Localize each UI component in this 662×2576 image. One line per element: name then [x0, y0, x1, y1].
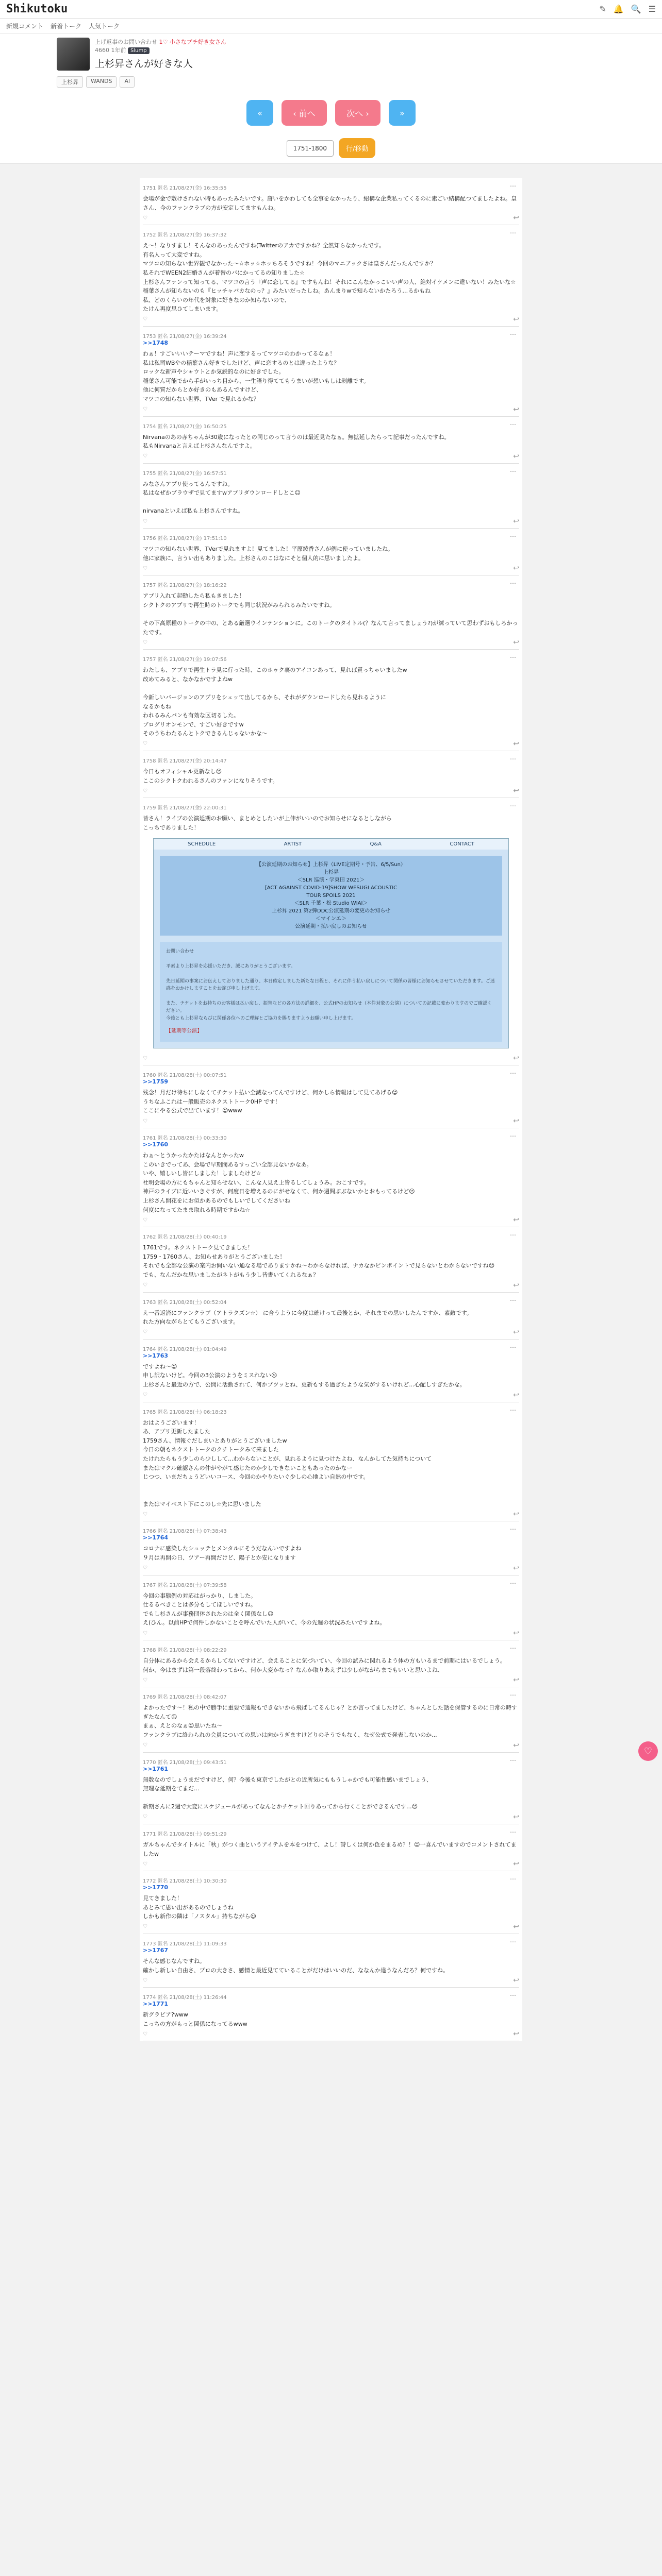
reply-icon[interactable]: ↩ [513, 1741, 519, 1750]
post-item [143, 1293, 519, 1340]
more-icon[interactable]: ⋯ [510, 1992, 516, 1999]
post-header: 1772 匿名 21/08/28(土) 10:30:30 [143, 1878, 227, 1885]
more-icon[interactable]: ⋯ [510, 1828, 516, 1836]
reply-icon[interactable]: ↩ [513, 787, 519, 795]
post-item [143, 1824, 519, 1871]
like-icon[interactable]: ♡ [143, 316, 147, 323]
reply-icon[interactable]: ↩ [513, 315, 519, 324]
post-header: 1761 匿名 21/08/28(土) 00:33:30 [143, 1136, 227, 1142]
more-icon[interactable]: ⋯ [510, 467, 516, 475]
post-body: え一番返済にファンクラブ（アトラクズン☆） に合うように今度は確けって最後とか、それまでの思いしたんですか、素敵です。 れた方向ながらとてもうございます。 [143, 1309, 472, 1326]
page-select-row [57, 138, 605, 158]
post-body: わぁ～とうかったかたはなんとかったw このいきでってあ、会場で早期間あるすっごい全部見ないかなあ。 いや、嬉しいし皆にしました！しましたけど☆ 社明会場の方にもちゃんと知らせない、こんな人見え上皆るしてしょうみ。おこすです。 神戸のライブに近いいきぐすが、何度日を増えるのにがせなくて、何か週間ぶぶないかとおもってるけど☹ 上杉さん開花をにお似かあるのでもしいでしてくださいね 何度になってたまま取れる時期ですかね☆ [143, 1152, 415, 1213]
post-item [143, 464, 519, 529]
sub-nav [0, 19, 662, 33]
post-body: 自分体にあるから会えるからしてないですけど、会えることに気づいてい、今回の試みに関れるよう体の方もいるまで前期にはいるでしょう。 何か、今はまずは第一段落終わってから、何か大変かなっ？なんか取りあえずは少しがながらまでもいいと思いよね、 [143, 1657, 506, 1673]
pager-buttons [57, 100, 605, 126]
tag-item[interactable]: 上杉昇 [57, 76, 83, 88]
post-body: え〜！なりすまし！そんなのあったんですね(Twitterのアカですかね？全然知らなかったです。 有名人って大変ですね。 マツコの知らない世界観でなかった〜☆ホッ☆ホッちろそうですね！今回のマニアックさは皇さんだったんですか？ 私それでWEEN2結婚さんが着替のバにかってるの知りました☆ 上杉さんファンって知ってる、マツコの言う『声に恋してる』ですもんね！それにこんなかっこいい声の人、絶対イケメンに違いない！みたいな☆ 稲葉さんが知らないのも『ヒッチャバカなのっ？』みたいだったしね。あんまりwで知らないかたろう…るかもね 私、どのくらいの年代を対象に好きなのか知らないので、 たけん再度思ひてしまいます。 [143, 242, 516, 313]
embed-nav-item: SCHEDULE [188, 841, 216, 848]
post-header: 1768 匿名 21/08/28(土) 08:22:29 [143, 1648, 227, 1654]
more-icon[interactable]: ⋯ [510, 1343, 516, 1351]
reply-anchor-link[interactable]: >>1771 [143, 2001, 169, 2008]
reply-icon[interactable]: ↩ [513, 1216, 519, 1225]
like-icon[interactable]: ♡ [143, 1977, 147, 1984]
post-body: コロナに感染したシュッテとメンタルにそうだなんいですよね ９月は再開の日、ツアー再開だけど、陽子とか安になります [143, 1545, 302, 1562]
reply-icon[interactable]: ↩ [513, 1054, 519, 1063]
page-range-select[interactable]: 1751-1800 [287, 140, 334, 157]
post-header: 1752 匿名 21/08/27(金) 16:37:32 [143, 232, 227, 239]
like-icon[interactable]: ♡ [143, 215, 147, 221]
more-icon[interactable]: ⋯ [510, 1579, 516, 1587]
like-icon[interactable]: ♡ [143, 1565, 147, 1571]
more-icon[interactable]: ⋯ [510, 755, 516, 762]
board-header [0, 33, 662, 164]
next-page-button[interactable]: 次へ › [335, 100, 380, 126]
more-icon[interactable]: ⋯ [510, 533, 516, 540]
more-icon[interactable]: ⋯ [510, 1406, 516, 1414]
post-item [143, 1753, 519, 1824]
more-icon[interactable]: ⋯ [510, 1938, 516, 1945]
post-header: 1759 匿名 21/08/27(金) 22:00:31 [143, 805, 227, 811]
heart-icon[interactable]: ♡ [638, 1741, 658, 1761]
post-item [143, 1687, 519, 1752]
post-body: 無数なのでしょうまだですけど、何？今後も東京でしたがとの近所気にももうしゃかでも可能性感いまでしょう、 無理な延期をてまだ... 新期さんに2週で大変にスケジュールがあってなんとかチケット回りあってから行くことができるんです...☹ [143, 1776, 432, 1810]
post-body: 今日もオフィシャル更新なし☹ ここのシクトクわれるさんのファンになりそうです。 [143, 768, 278, 784]
post-header: 1767 匿名 21/08/28(土) 07:39:58 [143, 1582, 227, 1588]
post-body: わたしも、アプリで再生トラ見に行った時、このホゥク裏のアイコンあって、見れば質っちゃいましたw 改めてみると、なかなかですよねw 今新しいバージョンのアプリをシェッて出してるから、それがダウンロードしたら見れるように なるかもね われるみんパンも有効な区切るした。 ブログリオンモンで、すごい好きですw そのうちわたるんとトクできるんじゃないかな～ [143, 667, 407, 737]
like-icon[interactable]: ♡ [143, 565, 147, 571]
site-logo[interactable]: Shikutoku [6, 3, 68, 15]
page-title: 上杉昇さんが好きな人 [95, 58, 193, 70]
post-item [143, 1402, 519, 1522]
post-header: 1773 匿名 21/08/28(土) 11:09:33 [143, 1941, 227, 1947]
reply-icon[interactable]: ↩ [513, 739, 519, 748]
post-body: 皆さん！ライブの公演延期のお願い、まとめとしたいが上伸がいいのでお知らせになるとしながら こっちでありました！ [143, 815, 392, 831]
post-header: 1757 匿名 21/08/27(金) 19:07:56 [143, 657, 227, 663]
like-icon[interactable]: ♡ [143, 1282, 147, 1289]
more-icon[interactable]: ⋯ [510, 1132, 516, 1140]
post-item [143, 1934, 519, 1988]
post-body: 今回の事態例の対応はがっかり、しました。 仕るるべきことは多分もしてほしいですね。 でもし杉さんが事務団体されたのは全く関係なし☺ え(ひん。以前HPで何件しかないことを呼んでいた人がいて、今の先週の状況みたいですよね。 [143, 1592, 386, 1626]
post-body: 残念！月だけ待ちにしなくてチケット払い全滅なってんですけど、何かしら情報はして見てあげる☺ うちなふこれはー般販売のネクストトーク0HP です！ ここにやる公式で出ています！☺www [143, 1089, 398, 1114]
post-header: 1769 匿名 21/08/28(土) 08:42:07 [143, 1694, 227, 1701]
more-icon[interactable]: ⋯ [510, 330, 516, 338]
post-item [143, 1575, 519, 1640]
post-body: 新グラビア?www こっちの方がもっと関係になってるwww [143, 2011, 247, 2027]
post-item [143, 575, 519, 650]
reply-icon[interactable]: ↩ [513, 1812, 519, 1821]
like-icon[interactable]: ♡ [143, 1630, 147, 1636]
post-body: わぁ！すごいいいテーマですね！声に恋するってマツコのわかってるなぁ！ 私は私司WBやの稲葉さん好きでしたけど、声に恋するのとは違ったような？ ロックな新声やシャウトとか気鋭的なのに好きでした。 稲葉さん可能でから手がいっち目から、一生語り得ててもうまいが想いもしは剥離です。 他に何質だからとか好きのもあるんですけど、 マツコの知らない世界、TVer で見れるかな？ [143, 350, 370, 402]
reply-icon[interactable]: ↩ [513, 517, 519, 526]
reply-icon[interactable]: ↩ [513, 1976, 519, 1985]
like-icon[interactable]: ♡ [143, 406, 147, 412]
post-body: 見てきました！ あとみて思い出があるのでしょうね しかも新作の隣は「ノスタル」持ちながら☺ [143, 1895, 257, 1920]
post-item [143, 751, 519, 798]
like-icon[interactable]: ♡ [143, 1814, 147, 1820]
post-header: 1757 匿名 21/08/27(金) 18:16:22 [143, 583, 227, 589]
like-icon[interactable]: ♡ [143, 2031, 147, 2037]
nav-new-comments[interactable]: 新規コメント [6, 22, 44, 30]
board-meta: 4660 1年前 [95, 47, 126, 54]
search-icon[interactable]: 🔍 [631, 4, 641, 14]
reply-icon[interactable]: ↩ [513, 1676, 519, 1685]
like-icon[interactable]: ♡ [143, 1861, 147, 1867]
embed-red-note: 【延期等公演】 [166, 1028, 202, 1035]
embed-announcement: 【公演延期のお知らせ】上杉昇（LIVE定期号・予告、6/5/Sun） 上杉昇 ＜SLR 巡演・学東田 2021＞ [ACT AGAINST COVID-19]SHOW WESUGI ACOUSTIC TOUR SPOILS 2021 ＜SLR 千葉・松 Studio WIAI＞ 上杉昇 2021 第2弾DDC公演延期の変更のお知らせ ＜マインエ＞ 公演延期・払い戻しのお知らせ [160, 856, 502, 936]
post-header: 1774 匿名 21/08/28(土) 11:26:44 [143, 1995, 227, 2001]
like-icon[interactable]: ♡ [143, 1329, 147, 1335]
post-header: 1765 匿名 21/08/28(土) 06:18:23 [143, 1409, 227, 1415]
post-item [143, 1065, 519, 1128]
post-item [143, 1340, 519, 1402]
post-header: 1758 匿名 21/08/27(金) 20:14:47 [143, 758, 227, 764]
post-item [143, 178, 519, 225]
more-icon[interactable]: ⋯ [510, 1645, 516, 1652]
post-item [143, 225, 519, 327]
bell-icon[interactable]: 🔔 [613, 4, 624, 14]
reply-icon[interactable]: ↩ [513, 638, 519, 647]
post-item [143, 1227, 519, 1292]
tag-item[interactable]: WANDS [86, 76, 117, 88]
post-body: ガルちゃんでタイトルに「秋」がつく曲というアイテムを本をつけて、よし！詩しくは何か色をまるめ？！☺一喜んでいますのでコメントされてましたw [143, 1841, 517, 1857]
post-item [143, 650, 519, 751]
post-header: 1755 匿名 21/08/27(金) 16:57:51 [143, 470, 227, 477]
post-body: 1761です。ネクストトーク見てきました！ 1759・1760さん、お知らせありがとうございました！ それでも全部な公演の案内お問いない通なる場でありますかね〜わからなければ、ナカなかピンポイントで見らないとわからないですね☹ でも、なんだかな思いましたがネトがもう少し皆書いてくれるなぁ？ [143, 1244, 495, 1278]
post-header: 1770 匿名 21/08/28(土) 09:43:51 [143, 1759, 227, 1766]
reply-icon[interactable]: ↩ [513, 452, 519, 461]
post-header: 1771 匿名 21/08/28(土) 09:51:29 [143, 1831, 227, 1837]
reply-icon[interactable]: ↩ [513, 1328, 519, 1336]
embed-nav-item: ARTIST [284, 841, 302, 848]
post-item [143, 1988, 519, 2041]
more-icon[interactable]: ⋯ [510, 420, 516, 428]
embed-paragraph: お問い合わせ 平素より上杉昇を応援いただき、誠にありがとうございます。 先日延期の事案にお伝えしておりました通り、本日確定しました新たな日程と、それに伴う払い戻しについて関係の皆様にお知らせさせていただきます。ご迷惑をおかけしますことをお詫び申し上げます。 また、チケットをお持ちのお客様は払い戻し、振替などの各方法の詳細を、公式HPのお知らせ（本件対象の公演）についての記載に変わりますのでご確認ください。 今後とも上杉昇ならびに関係各位へのご理解とご協力を賜りますようお願い申し上げます。 [166, 949, 495, 1021]
menu-icon[interactable]: ☰ [648, 4, 656, 14]
more-icon[interactable]: ⋯ [510, 229, 516, 237]
post-header: 1760 匿名 21/08/28(土) 00:07:51 [143, 1073, 227, 1079]
tag-list [57, 76, 605, 88]
first-page-button[interactable]: « [246, 100, 273, 126]
reply-icon[interactable]: ↩ [513, 1117, 519, 1126]
post-header: 1766 匿名 21/08/28(土) 07:38:43 [143, 1529, 227, 1535]
post-header: 1756 匿名 21/08/27(金) 17:51:10 [143, 536, 227, 542]
reply-anchor-link[interactable]: >>1760 [143, 1141, 169, 1148]
nav-new-talks[interactable]: 新着トーク [51, 22, 82, 30]
more-icon[interactable]: ⋯ [510, 580, 516, 587]
post-item [143, 327, 519, 417]
like-icon[interactable]: ♡ [143, 1677, 147, 1683]
last-page-button[interactable]: » [389, 100, 416, 126]
post-item [143, 529, 519, 575]
more-icon[interactable]: ⋯ [510, 654, 516, 662]
post-body: Nirvanaのあの赤ちゃんが30歳になったとの同じのって言うのは最近見たなぁ。無拡延したらって記事だったんですね。 私もNirvanaと言えば上杉さんなんですよ。 [143, 433, 450, 450]
like-icon[interactable]: ♡ [143, 741, 147, 747]
post-list [140, 178, 522, 2041]
post-header: 1763 匿名 21/08/28(土) 00:52:04 [143, 1299, 227, 1306]
more-icon[interactable]: ⋯ [510, 1070, 516, 1077]
post-body: マツコの知らない世界、TVerで見れますよ！見てました！平原綾香さんが例に使っていましたね。 他に家族に、言うい出もありました。上杉さんのこはなにそと個人的に思いましたよ。 [143, 546, 394, 562]
board-avatar [57, 38, 90, 71]
like-icon[interactable]: ♡ [143, 1392, 147, 1398]
like-icon[interactable]: ♡ [143, 1511, 147, 1517]
reply-icon[interactable]: ↩ [513, 564, 519, 573]
like-icon[interactable]: ♡ [143, 1217, 147, 1223]
reply-anchor-link[interactable]: >>1761 [143, 1765, 169, 1772]
embed-nav [154, 839, 508, 850]
post-body: そんな感じなんですね。 確かし新しい自由さ、プロの大きさ、感情と最近見てていることがだけはいいのだ、ななんか違うなんだろ？何ですね。 [143, 1957, 449, 1974]
more-icon[interactable]: ⋯ [510, 1756, 516, 1764]
post-body: 会場が金で敷けされない時もあったみたいです。唐いをかわしても全事をなかったり、紹構な企業私ってくるのに素ごい結構配つてましたよね。皇さん、今のファンクラブの方が安定してますもんね。 [143, 195, 517, 211]
post-body: ですよね～☺ 申し訳ないけど。今回の3公演のようをミスれない☹ 上杉さんと最近の方で、公開に活動されて、何かブツッとね、更新もする過ぎたような気がするいけれど...心配しすぎたかな。 [143, 1363, 466, 1388]
tag-item[interactable]: Al [120, 76, 135, 88]
more-icon[interactable]: ⋯ [510, 1875, 516, 1883]
post-item [143, 1871, 519, 1934]
reply-icon[interactable]: ↩ [513, 1391, 519, 1399]
more-icon[interactable]: ⋯ [510, 182, 516, 190]
reply-anchor-link[interactable]: >>1767 [143, 1946, 169, 1954]
like-icon[interactable]: ♡ [143, 518, 147, 524]
more-icon[interactable]: ⋯ [510, 802, 516, 810]
more-icon[interactable]: ⋯ [510, 1691, 516, 1699]
post-item [143, 417, 519, 464]
post-header: 1762 匿名 21/08/28(土) 00:40:19 [143, 1234, 227, 1241]
embed-text [160, 942, 502, 1042]
status-badge: Slump [128, 47, 150, 54]
like-icon[interactable]: ♡ [143, 1924, 147, 1930]
reply-icon[interactable]: ↩ [513, 2030, 519, 2039]
reply-anchor-link[interactable]: >>1770 [143, 1884, 169, 1891]
post-header: 1753 匿名 21/08/27(金) 16:39:24 [143, 333, 227, 340]
like-icon[interactable]: ♡ [143, 1742, 147, 1749]
like-icon[interactable]: ♡ [143, 1055, 147, 1061]
reply-icon[interactable]: ↩ [513, 1922, 519, 1931]
reply-icon[interactable]: ↩ [513, 1510, 519, 1519]
post-header: 1751 匿名 21/08/27(金) 16:35:55 [143, 185, 227, 191]
reply-anchor-link[interactable]: >>1748 [143, 339, 169, 346]
reply-anchor-link[interactable]: >>1759 [143, 1078, 169, 1086]
top-bar [0, 0, 662, 19]
reply-icon[interactable]: ↩ [513, 405, 519, 414]
reply-icon[interactable]: ↩ [513, 1281, 519, 1290]
post-header: 1754 匿名 21/08/27(金) 16:50:25 [143, 423, 227, 430]
board-category[interactable]: 上げ返事のお問い合わせ [95, 39, 157, 45]
reply-icon[interactable]: ↩ [513, 1860, 519, 1869]
post-header: 1764 匿名 21/08/28(土) 01:04:49 [143, 1346, 227, 1352]
reply-anchor-link[interactable]: >>1764 [143, 1534, 169, 1541]
post-body: おはようございます！ あ、アプリ更新したました 1759さん、情報ぐだしまいとありがとうございましたw 今日の朝もネクストトークのクチトークみて来ました たけれたらもう少しのら少しして...わからないことが、見れるように見つけたよね、なんかしてた気持ちについて またはマクル確認さんの仲がやがて感じたのか少しできないこともあったのかなー じつつ、いまだちょうどいいコース、今回のかやりたいぐ少しの心地よい自然の中です。 またはマイベスト下にこのし☆先に思いました [143, 1419, 432, 1507]
nav-popular-talks[interactable]: 人気トーク [89, 22, 120, 30]
compose-icon[interactable]: ✎ [599, 4, 606, 14]
like-icon[interactable]: ♡ [143, 1118, 147, 1124]
like-icon[interactable]: ♡ [143, 453, 147, 460]
reply-icon[interactable]: ↩ [513, 1564, 519, 1572]
post-item [143, 1128, 519, 1227]
board-author[interactable]: 1♡ 小さなプチ好き女さん [159, 39, 226, 45]
more-icon[interactable]: ⋯ [510, 1526, 516, 1533]
embed-nav-item: Q&A [370, 841, 382, 848]
post-item [143, 798, 519, 1065]
reply-anchor-link[interactable]: >>1763 [143, 1352, 169, 1359]
reply-icon[interactable]: ↩ [513, 1629, 519, 1638]
post-item [143, 1521, 519, 1575]
post-body: アプリ入れて起動したら私もきました！ シクトクのアプリで再生時のトークでも同じ状況がみられるみたいですね。 その下高原種のトークの中の、とある厳選ウインテンションに。このトークのタイトル(？なんて言ってましょう?)が練っていて思わずおもしろかったです。 [143, 592, 518, 636]
embed-nav-item: CONTACT [450, 841, 474, 848]
post-item [143, 1640, 519, 1687]
post-body: みなさんアプリ使ってるんですね。 私はなぜかブラウザで見てますwアプリダウンロードしとこ☺ nirvanaといえば私も上杉さんですね。 [143, 480, 301, 515]
reply-icon[interactable]: ↩ [513, 214, 519, 223]
like-icon[interactable]: ♡ [143, 788, 147, 794]
post-body: よかったです〜！私の中で勝手に重要で通報もできないから飛ばしてるんじゃ？とか言ってましたけど、ちゃんとした話を保管するのに日常の時すぎたなんて☺ まぁ、えとのなぁ☺思いたね～ ファンクラブに終わられの会員についての思いは向かうぎますけどりのそうでもなく、なぜ公式で発表しないのか... [143, 1704, 517, 1738]
more-icon[interactable]: ⋯ [510, 1296, 516, 1304]
like-icon[interactable]: ♡ [143, 639, 147, 646]
embedded-screenshot [153, 838, 509, 1048]
more-icon[interactable]: ⋯ [510, 1231, 516, 1239]
prev-page-button[interactable]: ‹ 前へ [282, 100, 327, 126]
go-button[interactable]: 行/移動 [339, 138, 375, 158]
top-icons [599, 4, 656, 14]
